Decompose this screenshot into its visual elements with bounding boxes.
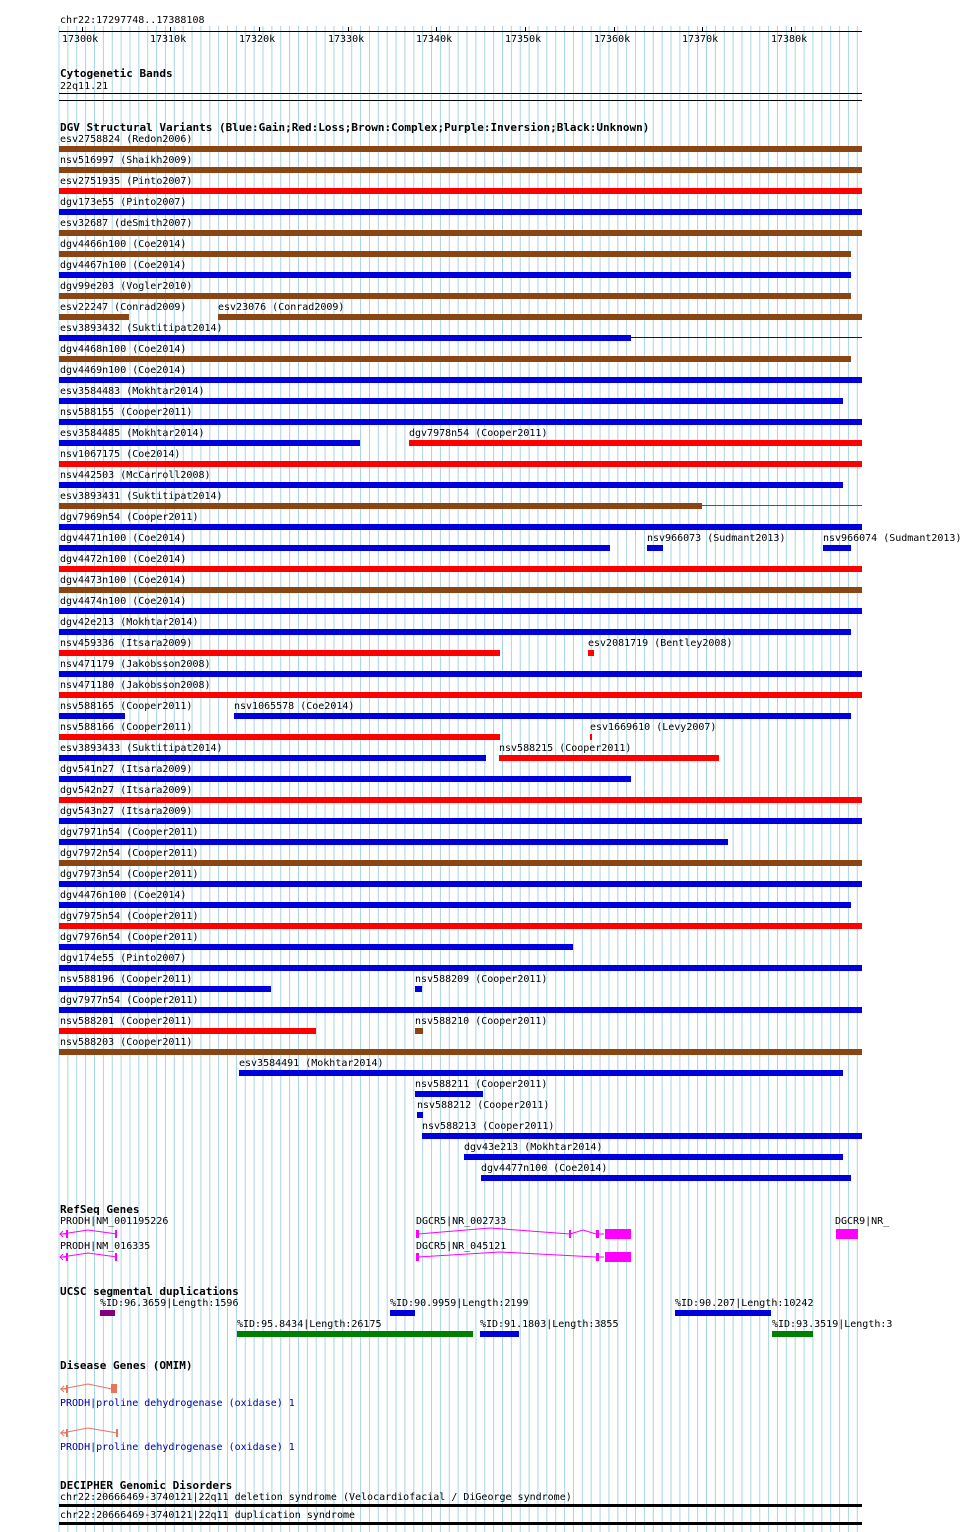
dgv-variant-label[interactable]: dgv7977n54 (Cooper2011) xyxy=(60,995,199,1006)
dgv-variant-bar[interactable] xyxy=(59,419,862,425)
dgv-variant-label[interactable]: esv3893433 (Suktitipat2014) xyxy=(60,743,223,754)
ruler-tick-label: 17330k xyxy=(328,34,365,45)
segdup-bar[interactable] xyxy=(480,1331,519,1337)
segdup-label[interactable]: %ID:96.3659|Length:1596 xyxy=(100,1298,239,1309)
omim-gene-label[interactable]: PRODH|proline dehydrogenase (oxidase) 1 xyxy=(60,1442,295,1453)
dgv-variant-bar[interactable] xyxy=(59,398,843,404)
dgv-variant-bar[interactable] xyxy=(481,1175,851,1181)
dgv-variant-bar[interactable] xyxy=(59,839,728,845)
ruler-tick-label: 17300k xyxy=(62,34,99,45)
segdup-label[interactable]: %ID:90.9959|Length:2199 xyxy=(390,1298,529,1309)
dgv-variant-label[interactable]: nsv588211 (Cooper2011) xyxy=(415,1079,548,1090)
dgv-variant-label[interactable]: nsv442503 (McCarroll2008) xyxy=(60,470,211,481)
dgv-variant-label[interactable]: esv3893432 (Suktitipat2014) xyxy=(60,323,223,334)
dgv-variant-bar[interactable] xyxy=(59,503,702,509)
segdup-label[interactable]: %ID:93.3519|Length:3 xyxy=(772,1319,893,1330)
ruler-tick-label: 17320k xyxy=(239,34,276,45)
dgv-variant-label[interactable]: nsv966074 (Sudmant2013) xyxy=(823,533,961,544)
dgv-variant-bar[interactable] xyxy=(59,545,610,551)
dgv-variant-bar[interactable] xyxy=(239,1070,843,1076)
dgv-variant-bar[interactable] xyxy=(59,209,862,215)
dgv-variant-label[interactable]: dgv4468n100 (Coe2014) xyxy=(60,344,187,355)
dgv-variant-bar[interactable] xyxy=(499,755,719,761)
dgv-variant-label[interactable]: dgv4477n100 (Coe2014) xyxy=(481,1163,608,1174)
dgv-variant-bar[interactable] xyxy=(415,1028,423,1034)
segdup-bar[interactable] xyxy=(390,1310,415,1316)
dgv-variant-bar[interactable] xyxy=(59,692,862,698)
decipher-disorder-label[interactable]: chr22:20666469-3740121|22q11 deletion syndrome (Velocardiofacial / DiGeorge syndrome) xyxy=(60,1492,572,1503)
refseq-gene-label[interactable]: PRODH|NM_001195226 xyxy=(60,1216,169,1227)
segdup-bar[interactable] xyxy=(100,1310,115,1316)
dgv-variant-label[interactable]: esv2081719 (Bentley2008) xyxy=(588,638,733,649)
dgv-variant-label[interactable]: esv3893431 (Suktitipat2014) xyxy=(60,491,223,502)
dgv-variant-bar[interactable] xyxy=(59,482,843,488)
dgv-variant-label[interactable]: dgv4474n100 (Coe2014) xyxy=(60,596,187,607)
dgv-variant-bar[interactable] xyxy=(59,608,862,614)
dgv-variant-bar[interactable] xyxy=(59,965,862,971)
segdup-label[interactable]: %ID:90.207|Length:10242 xyxy=(675,1298,814,1309)
dgv-variant-label[interactable]: nsv588209 (Cooper2011) xyxy=(415,974,548,985)
dgv-variant-bar[interactable] xyxy=(59,146,862,152)
dgv-variant-bar[interactable] xyxy=(59,377,862,383)
dgv-variant-label[interactable]: dgv4469n100 (Coe2014) xyxy=(60,365,187,376)
dgv-variant-label[interactable]: dgv4473n100 (Coe2014) xyxy=(60,575,187,586)
dgv-variant-label[interactable]: esv3584491 (Mokhtar2014) xyxy=(239,1058,384,1069)
dgv-variant-label[interactable]: dgv4472n100 (Coe2014) xyxy=(60,554,187,565)
ruler-tick xyxy=(791,27,792,32)
dgv-variant-bar[interactable] xyxy=(422,1133,862,1139)
dgv-variant-label[interactable]: dgv542n27 (Itsara2009) xyxy=(60,785,193,796)
ruler-tick xyxy=(436,27,437,32)
segdup-bar[interactable] xyxy=(772,1331,813,1337)
dgv-variant-label[interactable]: dgv7975n54 (Cooper2011) xyxy=(60,911,199,922)
dgv-variant-bar[interactable] xyxy=(59,881,862,887)
dgv-variant-bar[interactable] xyxy=(59,587,862,593)
track-title-segdup: UCSC segmental duplications xyxy=(60,1285,239,1298)
dgv-variant-label[interactable]: dgv4476n100 (Coe2014) xyxy=(60,890,187,901)
dgv-variant-label[interactable]: nsv459336 (Itsara2009) xyxy=(60,638,193,649)
ruler-tick xyxy=(348,27,349,32)
dgv-variant-bar[interactable] xyxy=(415,986,422,992)
dgv-variant-bar[interactable] xyxy=(59,1049,862,1055)
dgv-variant-bar[interactable] xyxy=(59,797,862,803)
segdup-label[interactable]: %ID:95.8434|Length:26175 xyxy=(237,1319,382,1330)
dgv-variant-label[interactable]: esv22247 (Conrad2009) xyxy=(60,302,187,313)
dgv-variant-bar[interactable] xyxy=(59,671,862,677)
cytoband-label[interactable]: 22q11.21 xyxy=(60,81,109,92)
dgv-variant-bar[interactable] xyxy=(409,440,862,446)
dgv-variant-label[interactable]: dgv7971n54 (Cooper2011) xyxy=(60,827,199,838)
dgv-variant-bar[interactable] xyxy=(59,923,862,929)
dgv-variant-bar[interactable] xyxy=(59,1028,316,1034)
dgv-variant-label[interactable]: esv3584485 (Mokhtar2014) xyxy=(60,428,205,439)
dgv-variant-bar[interactable] xyxy=(59,293,851,299)
ruler-tick xyxy=(259,27,260,32)
ruler-tick xyxy=(525,27,526,32)
ruler-tick xyxy=(614,27,615,32)
track-title-refseq: RefSeq Genes xyxy=(60,1203,140,1216)
ruler-tick-label: 17360k xyxy=(594,34,631,45)
dgv-variant-label[interactable]: nsv588203 (Cooper2011) xyxy=(60,1037,193,1048)
dgv-variant-bar[interactable] xyxy=(59,650,500,656)
refseq-gene-label[interactable]: DGCR5|NR_045121 xyxy=(416,1241,507,1252)
track-title-dgv: DGV Structural Variants (Blue:Gain;Red:Loss;Brown:Complex;Purple:Inversion;Black:Unknown) xyxy=(60,121,650,134)
dgv-variant-bar[interactable] xyxy=(59,734,500,740)
dgv-variant-bar[interactable] xyxy=(59,272,851,278)
dgv-variant-bar[interactable] xyxy=(590,734,592,740)
dgv-variant-bar[interactable] xyxy=(647,545,663,551)
dgv-variant-label[interactable]: dgv99e203 (Vogler2010) xyxy=(60,281,193,292)
dgv-variant-bar[interactable] xyxy=(59,461,862,467)
dgv-variant-label[interactable]: dgv7976n54 (Cooper2011) xyxy=(60,932,199,943)
dgv-variant-bar[interactable] xyxy=(59,860,862,866)
refseq-gene-label[interactable]: PRODH|NM_016335 xyxy=(60,1241,151,1252)
dgv-variant-label[interactable]: nsv588165 (Cooper2011) xyxy=(60,701,193,712)
dgv-variant-extension[interactable] xyxy=(631,337,862,338)
ruler-axis xyxy=(59,31,862,32)
dgv-variant-label[interactable]: nsv516997 (Shaikh2009) xyxy=(60,155,193,166)
dgv-variant-bar[interactable] xyxy=(59,629,851,635)
dgv-variant-label[interactable]: esv3584483 (Mokhtar2014) xyxy=(60,386,205,397)
ruler-location: chr22:17297748..17388108 xyxy=(60,15,205,26)
ruler-tick-label: 17380k xyxy=(771,34,808,45)
dgv-variant-label[interactable]: esv2758824 (Redon2006) xyxy=(60,134,193,145)
dgv-variant-label[interactable]: dgv4467n100 (Coe2014) xyxy=(60,260,187,271)
dgv-variant-label[interactable]: dgv4466n100 (Coe2014) xyxy=(60,239,187,250)
dgv-variant-bar[interactable] xyxy=(59,230,862,236)
segdup-label[interactable]: %ID:91.1803|Length:3855 xyxy=(480,1319,619,1330)
ruler-tick xyxy=(82,27,83,32)
cytoband-line-top xyxy=(59,93,862,94)
dgv-variant-bar[interactable] xyxy=(59,944,573,950)
dgv-variant-bar[interactable] xyxy=(59,818,862,824)
dgv-variant-label[interactable]: esv32687 (deSmith2007) xyxy=(60,218,193,229)
dgv-variant-bar[interactable] xyxy=(588,650,594,656)
segdup-bar[interactable] xyxy=(675,1310,771,1316)
decipher-disorder-bar[interactable] xyxy=(59,1522,862,1525)
dgv-variant-label[interactable]: nsv588155 (Cooper2011) xyxy=(60,407,193,418)
dgv-variant-label[interactable]: nsv471179 (Jakobsson2008) xyxy=(60,659,211,670)
ruler-tick-label: 17340k xyxy=(416,34,453,45)
ruler-tick xyxy=(702,27,703,32)
dgv-variant-label[interactable]: dgv7978n54 (Cooper2011) xyxy=(409,428,548,439)
dgv-variant-bar[interactable] xyxy=(59,314,129,320)
dgv-variant-label[interactable]: dgv7972n54 (Cooper2011) xyxy=(60,848,199,859)
dgv-variant-label[interactable]: nsv588201 (Cooper2011) xyxy=(60,1016,193,1027)
dgv-variant-bar[interactable] xyxy=(59,440,360,446)
dgv-variant-label[interactable]: nsv471180 (Jakobsson2008) xyxy=(60,680,211,691)
dgv-variant-label[interactable]: dgv173e55 (Pinto2007) xyxy=(60,197,187,208)
dgv-variant-label[interactable]: nsv966073 (Sudmant2013) xyxy=(647,533,786,544)
ruler-tick-label: 17310k xyxy=(150,34,187,45)
omim-gene-label[interactable]: PRODH|proline dehydrogenase (oxidase) 1 xyxy=(60,1398,295,1409)
dgv-variant-label[interactable]: nsv1067175 (Coe2014) xyxy=(60,449,181,460)
cytoband-line-bottom xyxy=(59,100,862,101)
dgv-variant-label[interactable]: nsv588210 (Cooper2011) xyxy=(415,1016,548,1027)
dgv-variant-label[interactable]: esv1669610 (Levy2007) xyxy=(590,722,717,733)
dgv-variant-label[interactable]: dgv43e213 (Mokhtar2014) xyxy=(464,1142,603,1153)
dgv-variant-label[interactable]: dgv7969n54 (Cooper2011) xyxy=(60,512,199,523)
dgv-variant-bar[interactable] xyxy=(415,1091,483,1097)
dgv-variant-bar[interactable] xyxy=(234,713,851,719)
dgv-variant-bar[interactable] xyxy=(218,314,862,320)
dgv-variant-bar[interactable] xyxy=(59,776,631,782)
dgv-variant-bar[interactable] xyxy=(59,188,862,194)
dgv-variant-bar[interactable] xyxy=(59,251,851,257)
dgv-variant-label[interactable]: nsv1065578 (Coe2014) xyxy=(234,701,355,712)
track-title-decipher: DECIPHER Genomic Disorders xyxy=(60,1479,233,1492)
dgv-variant-label[interactable]: nsv588196 (Cooper2011) xyxy=(60,974,193,985)
decipher-disorder-bar[interactable] xyxy=(59,1504,862,1507)
track-title-cytoband: Cytogenetic Bands xyxy=(60,67,173,80)
dgv-variant-bar[interactable] xyxy=(59,713,125,719)
dgv-variant-label[interactable]: dgv42e213 (Mokhtar2014) xyxy=(60,617,199,628)
dgv-variant-label[interactable]: dgv541n27 (Itsara2009) xyxy=(60,764,193,775)
dgv-variant-bar[interactable] xyxy=(823,545,851,551)
dgv-variant-label[interactable]: esv2751935 (Pinto2007) xyxy=(60,176,193,187)
track-title-omim: Disease Genes (OMIM) xyxy=(60,1359,193,1372)
dgv-variant-bar[interactable] xyxy=(59,167,862,173)
refseq-gene-label[interactable]: DGCR9|NR_ xyxy=(835,1216,890,1227)
dgv-variant-bar[interactable] xyxy=(59,356,851,362)
dgv-variant-label[interactable]: nsv588213 (Cooper2011) xyxy=(422,1121,555,1132)
dgv-variant-label[interactable]: esv23076 (Conrad2009) xyxy=(218,302,345,313)
dgv-variant-bar[interactable] xyxy=(59,566,862,572)
dgv-variant-label[interactable]: dgv543n27 (Itsara2009) xyxy=(60,806,193,817)
dgv-variant-label[interactable]: dgv7973n54 (Cooper2011) xyxy=(60,869,199,880)
dgv-variant-bar[interactable] xyxy=(59,902,851,908)
ruler-tick-label: 17370k xyxy=(682,34,719,45)
ruler-tick xyxy=(170,27,171,32)
dgv-variant-bar[interactable] xyxy=(59,986,271,992)
dgv-variant-extension[interactable] xyxy=(702,505,862,506)
dgv-variant-label[interactable]: nsv588215 (Cooper2011) xyxy=(499,743,632,754)
dgv-variant-bar[interactable] xyxy=(59,1007,862,1013)
dgv-variant-bar[interactable] xyxy=(59,755,486,761)
dgv-variant-bar[interactable] xyxy=(417,1112,423,1118)
dgv-variant-bar[interactable] xyxy=(59,524,862,530)
dgv-variant-label[interactable]: nsv588166 (Cooper2011) xyxy=(60,722,193,733)
dgv-variant-bar[interactable] xyxy=(464,1154,843,1160)
refseq-gene-label[interactable]: DGCR5|NR_002733 xyxy=(416,1216,507,1227)
decipher-disorder-label[interactable]: chr22:20666469-3740121|22q11 duplication syndrome xyxy=(60,1510,356,1521)
dgv-variant-label[interactable]: dgv4471n100 (Coe2014) xyxy=(60,533,187,544)
ruler-tick-label: 17350k xyxy=(505,34,542,45)
dgv-variant-label[interactable]: nsv588212 (Cooper2011) xyxy=(417,1100,550,1111)
dgv-variant-label[interactable]: dgv174e55 (Pinto2007) xyxy=(60,953,187,964)
segdup-bar[interactable] xyxy=(237,1331,473,1337)
dgv-variant-bar[interactable] xyxy=(59,335,631,341)
